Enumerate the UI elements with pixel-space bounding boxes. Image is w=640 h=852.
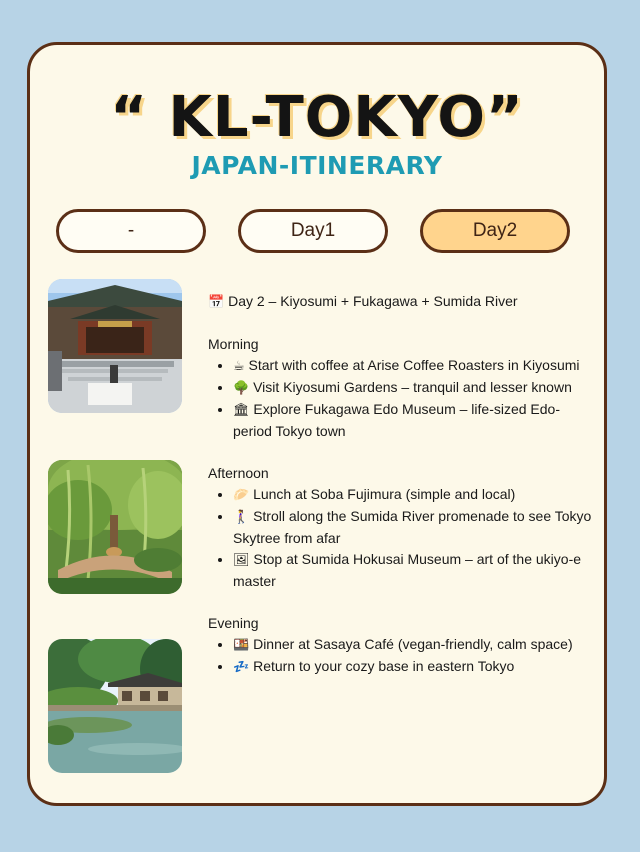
morning-title: Morning [208, 336, 259, 352]
list-item: • 🖼 Stop at Sumida Hokusai Museum – art of the ukiyo-e master [233, 549, 593, 592]
itinerary-content [208, 291, 593, 678]
tab-blank[interactable]: - [56, 209, 206, 253]
list-item: • 🏛 Explore Fukagawa Edo Museum – life-sized Edo-period Tokyo town [233, 399, 593, 442]
dumpling-icon: 🥟 [233, 488, 250, 503]
list-item: • 🍱 Dinner at Sasaya Café (vegan-friendly, calm space) [233, 634, 593, 656]
evening-title: Evening [208, 615, 259, 631]
afternoon-list [208, 484, 593, 592]
bento-icon: 🍱 [233, 638, 250, 653]
temple-photo-icon [48, 279, 182, 413]
framed-picture-icon: 🖼 [233, 553, 250, 568]
list-item: • 🥟 Lunch at Soba Fujimura (simple and local) [233, 484, 593, 506]
morning-list [208, 355, 593, 442]
tab-day2[interactable]: Day2 [420, 209, 570, 253]
sleep-icon: 💤 [233, 660, 250, 675]
pond-pavilion-photo-icon [48, 639, 182, 773]
itinerary-card [27, 42, 607, 806]
garden-willow-photo-icon [48, 460, 182, 594]
list-item: • 🌳 Visit Kiyosumi Gardens – tranquil and lesser known [233, 377, 593, 399]
day-heading: 📅 Day 2 – Kiyosumi + Fukagawa + Sumida River [208, 293, 518, 310]
walking-icon: 🚶‍♀️ [233, 510, 250, 525]
museum-icon: 🏛 [233, 403, 250, 418]
list-item: • 💤 Return to your cozy base in eastern Tokyo [233, 656, 593, 678]
tab-day1[interactable]: Day1 [238, 209, 388, 253]
list-item: • 🚶‍♀️ Stroll along the Sumida River promenade to see Tokyo Skytree from afar [233, 506, 593, 549]
list-item: • ☕ Start with coffee at Arise Coffee Roasters in Kiyosumi [233, 355, 593, 377]
coffee-icon: ☕ [233, 359, 245, 374]
evening-list [208, 634, 593, 678]
page-title: “ KL-TOKYO” [110, 85, 524, 150]
tree-icon: 🌳 [233, 381, 250, 396]
calendar-icon: 📅 [208, 295, 225, 310]
afternoon-title: Afternoon [208, 465, 269, 481]
page-subtitle: JAPAN-ITINERARY [191, 151, 443, 180]
